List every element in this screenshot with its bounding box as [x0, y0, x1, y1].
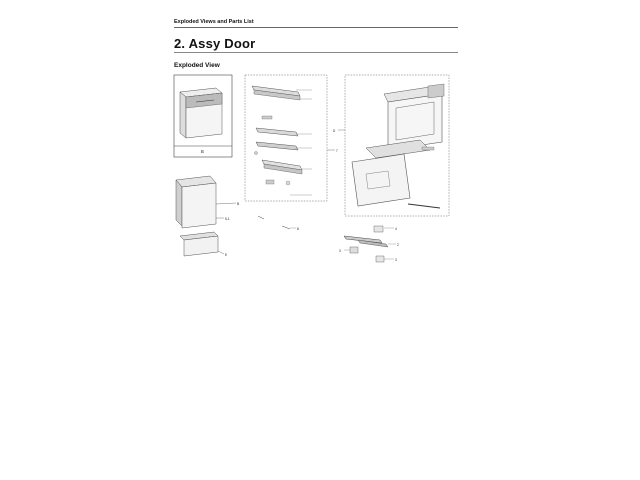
section-title: 2. Assy Door	[174, 36, 256, 51]
handle-tray	[180, 232, 227, 257]
door-panel	[176, 176, 239, 228]
hinge-callout-3: 3	[395, 258, 397, 262]
loose-callout-1: 8	[297, 227, 299, 231]
hinge-callout-4: 4	[395, 227, 397, 231]
hinge-parts	[339, 226, 399, 262]
svg-text:5-1: 5-1	[225, 217, 230, 221]
loose-parts	[258, 216, 299, 231]
subsection-title: Exploded View	[174, 62, 220, 69]
control-panel-callout: 7	[336, 149, 338, 153]
dishwasher-icon	[180, 88, 222, 138]
inset-label: B	[201, 149, 204, 154]
panel-callout: B	[237, 202, 240, 206]
control-panel-group	[245, 75, 338, 201]
svg-text:3: 3	[339, 249, 341, 253]
hinge-callout-2: 2	[397, 243, 399, 247]
tray-callout: E	[225, 253, 228, 257]
header-label: Exploded Views and Parts List	[174, 19, 254, 25]
inner-door-callout: D	[333, 129, 336, 133]
inner-door-group	[333, 75, 449, 216]
inset-overview	[174, 75, 232, 157]
